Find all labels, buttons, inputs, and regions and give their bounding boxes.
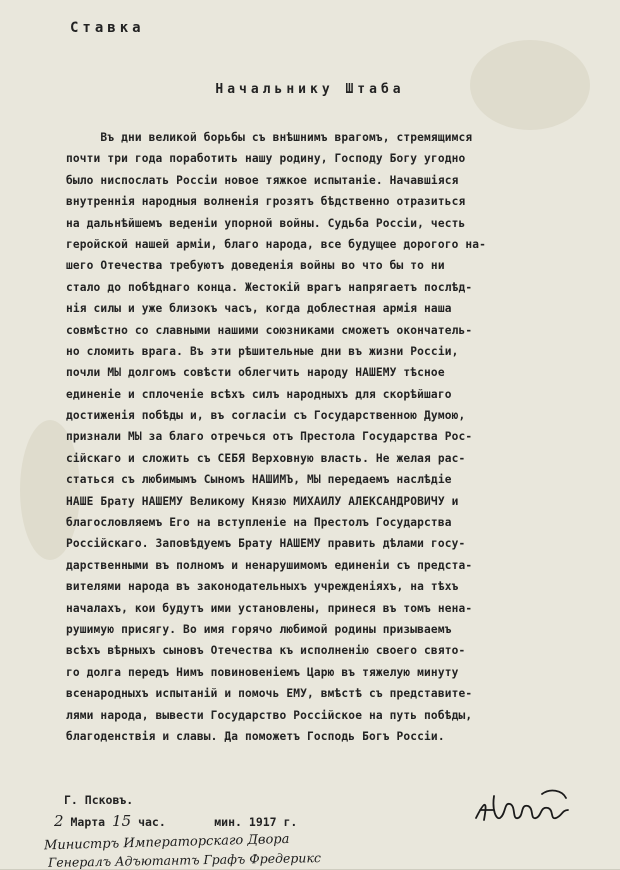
document-place: Г. Псковъ. [64, 793, 134, 807]
document-line: достиженія побѣды и, въ согласіи съ Государственною Думою, [66, 409, 466, 423]
document-line: Россійскаго. Заповѣдуемъ Брату НАШЕМУ править дѣлами госу- [66, 537, 466, 551]
date-hour-label: час. [138, 815, 166, 829]
document-body [66, 127, 602, 747]
document-line: началахъ, кои будутъ ими установлены, принеся въ томъ нена- [66, 601, 473, 615]
countersign-title: Министръ Императорскаго Двора [43, 831, 290, 854]
document-line: стало до побѣднаго конца. Жестокій врагъ напрягаетъ послѣд- [66, 280, 473, 294]
date-hour: 15 [112, 812, 132, 830]
document-date [54, 812, 297, 830]
document-line: нія силы и уже близокъ часъ, когда доблестная армія наша [66, 302, 452, 316]
document-line: почли МЫ долгомъ совѣсти облегчить народу НАШЕМУ тѣсное [66, 366, 445, 380]
document-title: Начальнику Штаба [215, 82, 405, 97]
document-line: но сломить врага. Въ эти рѣшительные дни въ жизни Россіи, [66, 344, 459, 358]
document-line: го долга передъ Нимъ повиновеніемъ Царю въ тяжелую минуту [66, 665, 459, 679]
document-line: было ниспослать Россіи новое тяжкое испытаніе. Начавшіяся [66, 173, 459, 187]
document-line: внутреннія народныя волненія грозятъ бѣдственно отразиться [66, 195, 466, 209]
document-line: вителями народа въ законодательныхъ учрежденіяхъ, на тѣхъ [66, 580, 459, 594]
date-month: Марта [70, 815, 106, 829]
imperial-signature [470, 780, 580, 840]
document-line: рушимую присягу. Во имя горячо любимой родины призываемъ [66, 622, 452, 636]
document-line: Въ дни великой борьбы съ внѣшнимъ врагомъ, стремящимся [66, 131, 473, 144]
document-line: единеніе и сплоченіе всѣхъ силъ народныхъ для скорѣйшаго [66, 387, 452, 401]
date-year: 1917 г. [248, 815, 298, 829]
document-line: на дальнѣйшемъ веденіи упорной войны. Судьба Россіи, честь [66, 216, 466, 230]
date-day: 2 [54, 812, 64, 830]
document-line: признали МЫ за благо отречься отъ Престола Государства Рос- [66, 430, 473, 444]
document-line: всѣхъ вѣрныхъ сыновъ Отечества къ исполненію своего свято- [66, 644, 466, 658]
document-line: совмѣстно со славными нашими союзниками сможетъ окончатель- [66, 323, 473, 337]
document-line: благословляемъ Его на вступленіе на Престолъ Государства [66, 516, 452, 530]
countersign-name: Генералъ Адъютантъ Графъ Фредерикс [47, 850, 322, 870]
document-line: всенародныхъ испытаній и помочь ЕМУ, вмѣстѣ съ представите- [66, 687, 473, 701]
document-line: благоденствія и славы. Да поможетъ Господь Богъ Россіи. [66, 729, 445, 743]
document-line: геройской нашей арміи, благо народа, все будущее дорогого на- [66, 237, 487, 251]
document-header: Ставка [70, 20, 145, 36]
document-line: сійскаго и сложить съ СЕБЯ Верховную власть. Не желая рас- [66, 451, 466, 465]
document-line: НАШЕ Брату НАШЕМУ Великому Князю МИХАИЛУ АЛЕКСАНДРОВИЧУ и [66, 494, 459, 508]
document-line: лями народа, вывести Государство Россійское на путь побѣды, [66, 708, 473, 722]
document-line: дарственными въ полномъ и ненарушимомъ единеніи съ предста- [66, 558, 473, 572]
date-minutes-label: мин. [214, 815, 242, 829]
document-line: почти три года поработить нашу родину, Господу Богу угодно [66, 152, 466, 166]
document-line: статься съ любимымъ Сыномъ НАШИМЪ, МЫ передаемъ наслѣдіе [66, 473, 452, 487]
document-line: шего Отечества требуютъ доведенія войны во что бы то ни [66, 259, 445, 273]
